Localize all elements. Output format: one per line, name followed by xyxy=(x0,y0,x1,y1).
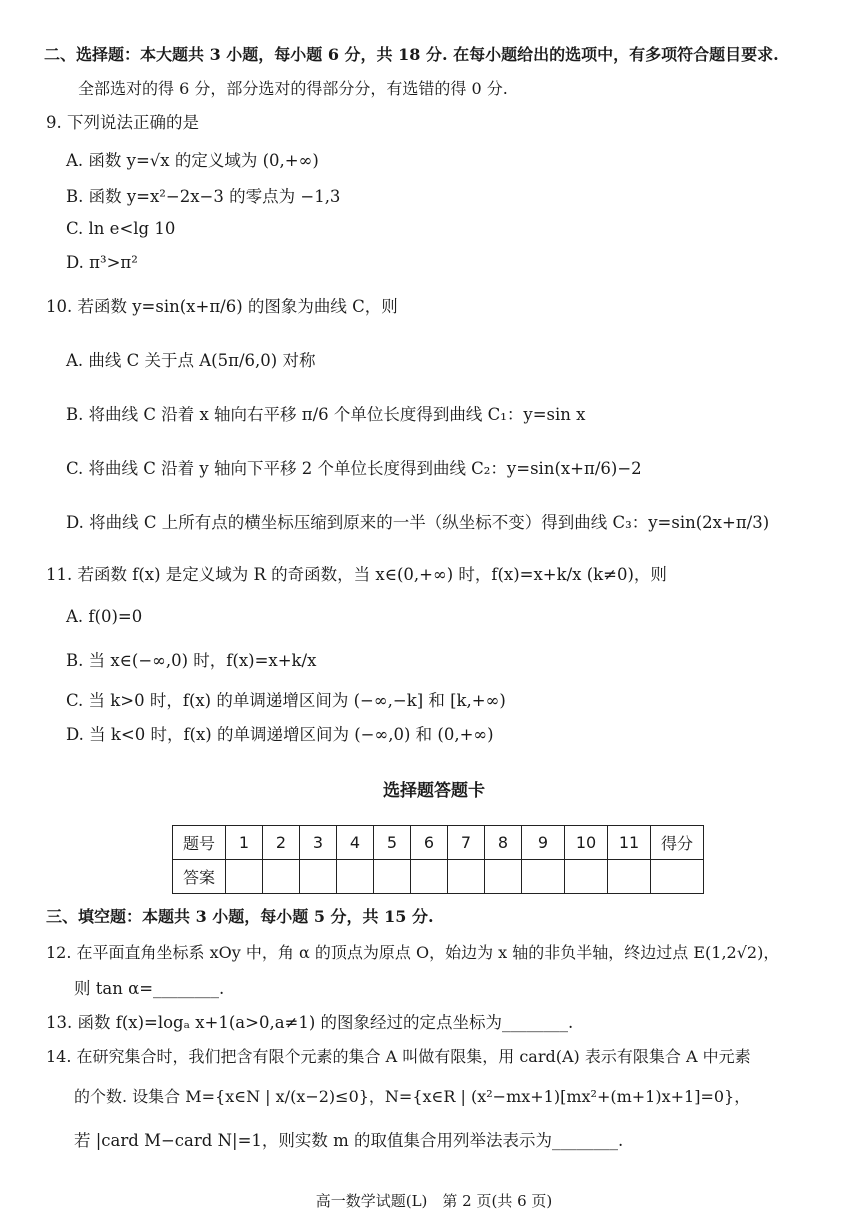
answer-blank[interactable] xyxy=(263,860,300,894)
answer-card-number: 5 xyxy=(374,826,411,860)
answer-blank[interactable] xyxy=(374,860,411,894)
answer-card-number: 10 xyxy=(565,826,608,860)
answer-card-row-label: 答案 xyxy=(173,860,226,894)
answer-card-row-label: 题号 xyxy=(173,826,226,860)
answer-card-answer-row xyxy=(173,860,704,894)
q10-option-c: C. 将曲线 C 沿着 y 轴向下平移 2 个单位长度得到曲线 C₂：y=sin(x+π/6)−2 xyxy=(66,459,642,478)
answer-blank[interactable] xyxy=(608,860,651,894)
q13-line: 13. 函数 f(x)=logₐ x+1(a>0,a≠1) 的图象经过的定点坐标为________. xyxy=(46,1013,574,1032)
q9-option-c: C. ln e<lg 10 xyxy=(66,219,176,238)
page-footer: 高一数学试题(L) 第 2 页(共 6 页) xyxy=(315,1192,553,1210)
answer-blank[interactable] xyxy=(226,860,263,894)
answer-card-number: 7 xyxy=(448,826,485,860)
q10-option-b: B. 将曲线 C 沿着 x 轴向右平移 π/6 个单位长度得到曲线 C₁：y=sin x xyxy=(66,405,586,424)
q12-line2: 则 tan α=________. xyxy=(74,979,225,998)
answer-blank[interactable] xyxy=(522,860,565,894)
answer-blank[interactable] xyxy=(448,860,485,894)
q11-option-a: A. f(0)=0 xyxy=(66,607,143,626)
answer-blank[interactable] xyxy=(337,860,374,894)
answer-card-number: 6 xyxy=(411,826,448,860)
answer-card-number: 3 xyxy=(300,826,337,860)
q11-option-c: C. 当 k>0 时，f(x) 的单调递增区间为 (−∞,−k] 和 [k,+∞) xyxy=(66,691,506,710)
answer-card-number: 9 xyxy=(522,826,565,860)
answer-blank[interactable] xyxy=(565,860,608,894)
answer-card-number: 1 xyxy=(226,826,263,860)
q11-stem: 11. 若函数 f(x) 是定义域为 R 的奇函数，当 x∈(0,+∞) 时，f(x)=x+k/x (k≠0)，则 xyxy=(46,565,667,584)
answer-card-number: 11 xyxy=(608,826,651,860)
answer-card-score-label: 得分 xyxy=(651,826,704,860)
answer-card-number-row xyxy=(173,826,704,860)
answer-blank[interactable] xyxy=(300,860,337,894)
q10-stem: 10. 若函数 y=sin(x+π/6) 的图象为曲线 C，则 xyxy=(46,297,398,316)
score-blank[interactable] xyxy=(651,860,704,894)
answer-blank[interactable] xyxy=(411,860,448,894)
q9-option-d: D. π³>π² xyxy=(66,253,138,272)
q12-line1: 12. 在平面直角坐标系 xOy 中，角 α 的顶点为原点 O，始边为 x 轴的非负半轴，终边过点 E(1,2√2)， xyxy=(46,943,780,962)
q11-option-b: B. 当 x∈(−∞,0) 时，f(x)=x+k/x xyxy=(66,651,317,670)
q11-option-d: D. 当 k<0 时，f(x) 的单调递增区间为 (−∞,0) 和 (0,+∞) xyxy=(66,725,494,744)
section2-heading-line1: 二、选择题：本大题共 3 小题，每小题 6 分，共 18 分. 在每小题给出的选项中，有多项符合题目要求. xyxy=(44,45,779,64)
q10-option-d: D. 将曲线 C 上所有点的横坐标压缩到原来的一半（纵坐标不变）得到曲线 C₃：y=sin(2x+π/3) xyxy=(66,513,770,532)
answer-blank[interactable] xyxy=(485,860,522,894)
q9-option-b: B. 函数 y=x²−2x−3 的零点为 −1,3 xyxy=(66,187,341,206)
q14-line1: 14. 在研究集合时，我们把含有限个元素的集合 A 叫做有限集，用 card(A) 表示有限集合 A 中元素 xyxy=(46,1047,751,1066)
q10-option-a: A. 曲线 C 关于点 A(5π/6,0) 对称 xyxy=(66,351,316,370)
answer-card-table xyxy=(172,825,704,894)
answer-card-number: 8 xyxy=(485,826,522,860)
section2-heading-line2: 全部选对的得 6 分，部分选对的得部分分，有选错的得 0 分. xyxy=(78,79,508,98)
section3-heading: 三、填空题：本题共 3 小题，每小题 5 分，共 15 分. xyxy=(46,907,434,926)
q14-line3: 若 |card M−card N|=1，则实数 m 的取值集合用列举法表示为________. xyxy=(74,1131,624,1150)
q9-stem: 9. 下列说法正确的是 xyxy=(46,113,199,132)
answer-card-title: 选择题答题卡 xyxy=(383,781,485,801)
q9-option-a: A. 函数 y=√x 的定义域为 (0,+∞) xyxy=(66,151,319,170)
answer-card-number: 2 xyxy=(263,826,300,860)
q14-line2: 的个数. 设集合 M={x∈N | x/(x−2)≤0}，N={x∈R | (x²−mx+1)[mx²+(m+1)x+1]=0}， xyxy=(74,1087,751,1106)
answer-card-number: 4 xyxy=(337,826,374,860)
